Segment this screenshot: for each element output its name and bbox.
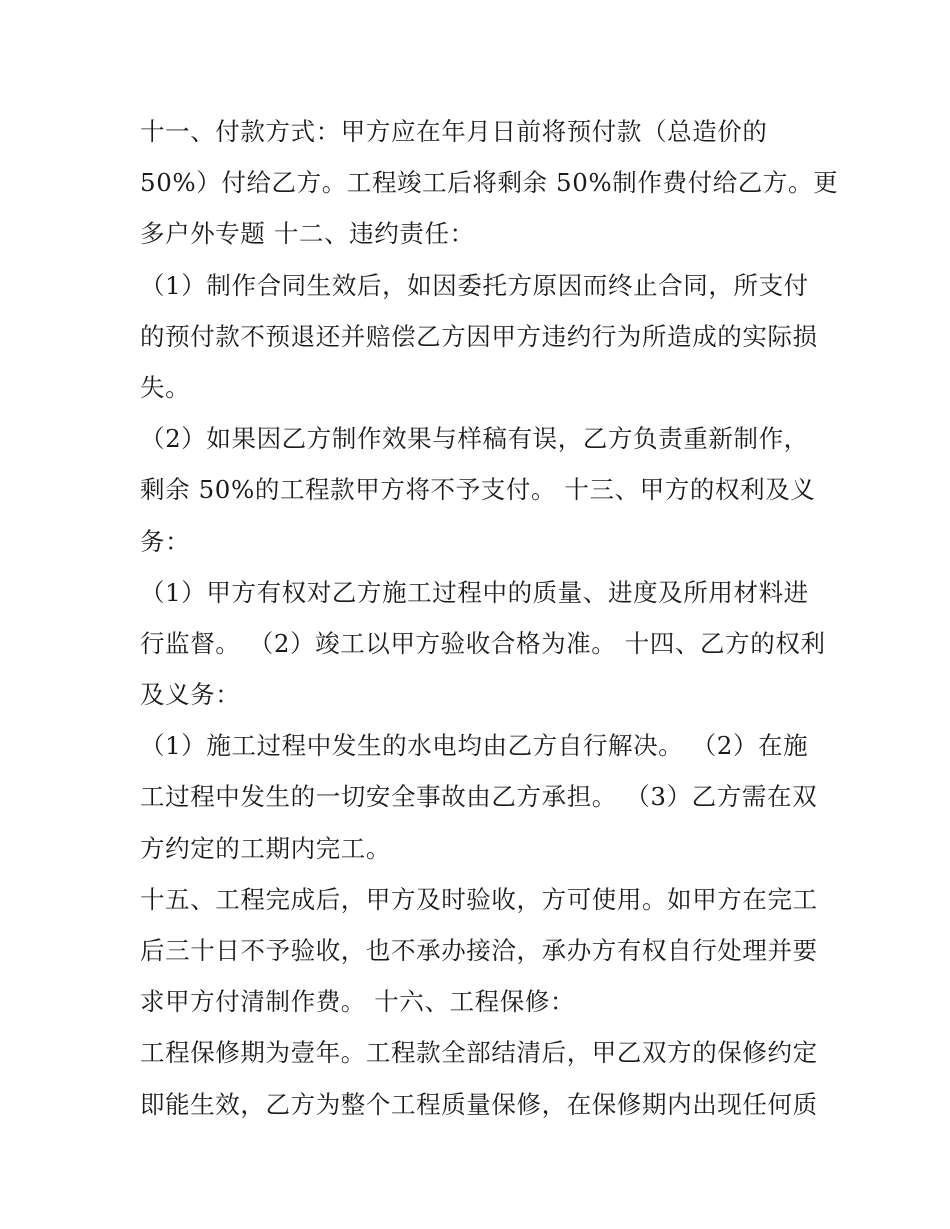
text-line: （1）甲方有权对乙方施工过程中的质量、进度及所用材料进 [140,577,809,607]
text-line: 行监督。 （2）竣工以甲方验收合格为准。 十四、乙方的权利 [140,628,826,658]
contract-text-body [140,106,839,1130]
text-line: （2）如果因乙方制作效果与样稿有误，乙方负责重新制作， [140,424,809,454]
text-line: 即能生效，乙方为整个工程质量保修，在保修期内出现任何质 [140,1089,818,1119]
text-line: 失。 [140,372,191,402]
text-line: 方约定的工期内完工。 [140,833,391,863]
text-line: 务： [140,526,191,556]
text-line: 工程保修期为壹年。工程款全部结清后，甲乙双方的保修约定 [140,1038,818,1068]
text-line: 50%）付给乙方。工程竣工后将剩余 50%制作费付给乙方。更 [140,168,839,198]
text-line: （1）制作合同生效后，如因委托方原因而终止合同，所支付 [140,270,809,300]
text-line: 剩余 50%的工程款甲方将不予支付。 十三、甲方的权利及义 [140,475,816,505]
text-line: 十一、付款方式：甲方应在年月日前将预付款（总造价的 [140,117,768,146]
text-line: 的预付款不预退还并赔偿乙方因甲方违约行为所造成的实际损 [140,321,818,351]
text-line: 十五、工程完成后，甲方及时验收，方可使用。如甲方在完工 [140,884,818,914]
text-line: 及义务： [140,680,241,710]
text-line: 后三十日不予验收，也不承办接洽，承办方有权自行处理并要 [140,936,818,965]
text-line: 工过程中发生的一切安全事故由乙方承担。 （3）乙方需在双 [140,782,818,812]
text-line: 多户外专题 十二、违约责任： [140,219,475,249]
text-line: （1）施工过程中发生的水电均由乙方自行解决。 （2）在施 [140,731,809,761]
text-line: 求甲方付清制作费。 十六、工程保修： [140,987,576,1017]
